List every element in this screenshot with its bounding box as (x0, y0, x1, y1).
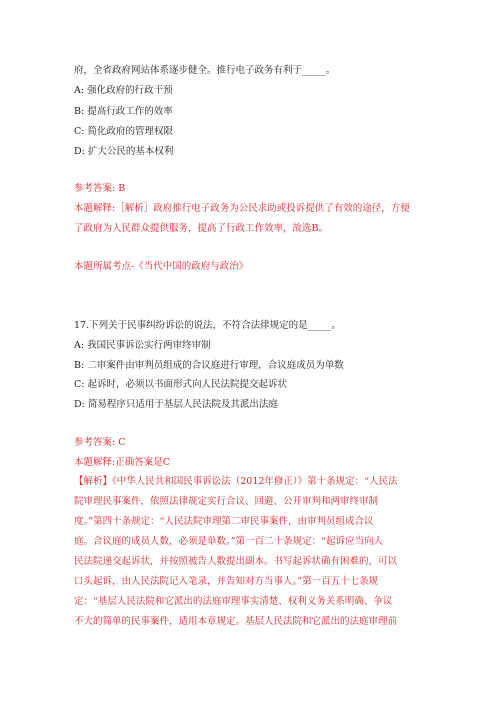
analysis-line: 度。”第四十条规定：“人民法院审理第二审民事案件，由审判员组成合议 (74, 516, 374, 527)
option-b: B: 提高行政工作的效率 (74, 106, 173, 117)
option-d: D: 扩大公民的基本权利 (74, 146, 174, 157)
topic-line: 本题所属考点-《当代中国的政府与政治》 (74, 261, 249, 272)
explanation-line: 本题解释:［解析］政府推行电子政务为公民求助或投诉提供了有效的途径，方便 (74, 203, 410, 214)
reference-answer: 参考答案: B (74, 183, 126, 194)
analysis-line: 定：“基层人民法院和它派出的法庭审理事实清楚、权利义务关系明确、争议 (74, 596, 393, 607)
reference-answer: 参考答案: C (74, 437, 126, 448)
question-stem: 17.下列关于民事纠纷诉讼的说法，不符合法律规定的是_____。 (74, 320, 341, 331)
analysis-line: 庭。合议庭的成员人数，必须是单数。”第一百二十条规定：“起诉应当向人 (74, 536, 383, 547)
question-stem: 府，全省政府网站体系逐步健全。推行电子政务有利于_____。 (74, 65, 336, 76)
option-b: B: 二审案件由审判员组成的合议庭进行审理，合议庭成员为单数 (74, 360, 344, 371)
option-c: C: 简化政府的管理权限 (74, 126, 173, 137)
explanation-line: 了政府为人民群众提供服务，提高了行政工作效率，故选B。 (74, 223, 328, 234)
option-d: D: 简易程序只适用于基层人民法院及其派出法庭 (74, 399, 278, 410)
option-a: A: 强化政府的行政干预 (74, 85, 173, 96)
analysis-line: 口头起诉，由人民法院记入笔录，并告知对方当事人。”第一百五十七条规 (74, 576, 379, 587)
analysis-line: 民法院递交起诉状，并按照被告人数提出副本。书写起诉状确有困难的，可以 (74, 556, 398, 567)
analysis-line: 【解析】《中华人民共和国民事诉讼法（2012年修正）》第十条规定：“人民法 (74, 476, 398, 487)
analysis-line: 不大的简单的民事案件，适用本章规定。基层人民法院和它派出的法庭审理前 (74, 616, 398, 627)
option-c: C: 起诉时，必须以书面形式向人民法院提交起诉状 (74, 379, 287, 390)
explanation-head: 本题解释:正确答案是C (74, 457, 170, 468)
analysis-line: 院审理民事案件，依照法律规定实行合议、回避、公开审判和两审终审制 (74, 496, 379, 507)
option-a: A: 我国民事诉讼实行两审终审制 (74, 340, 211, 351)
